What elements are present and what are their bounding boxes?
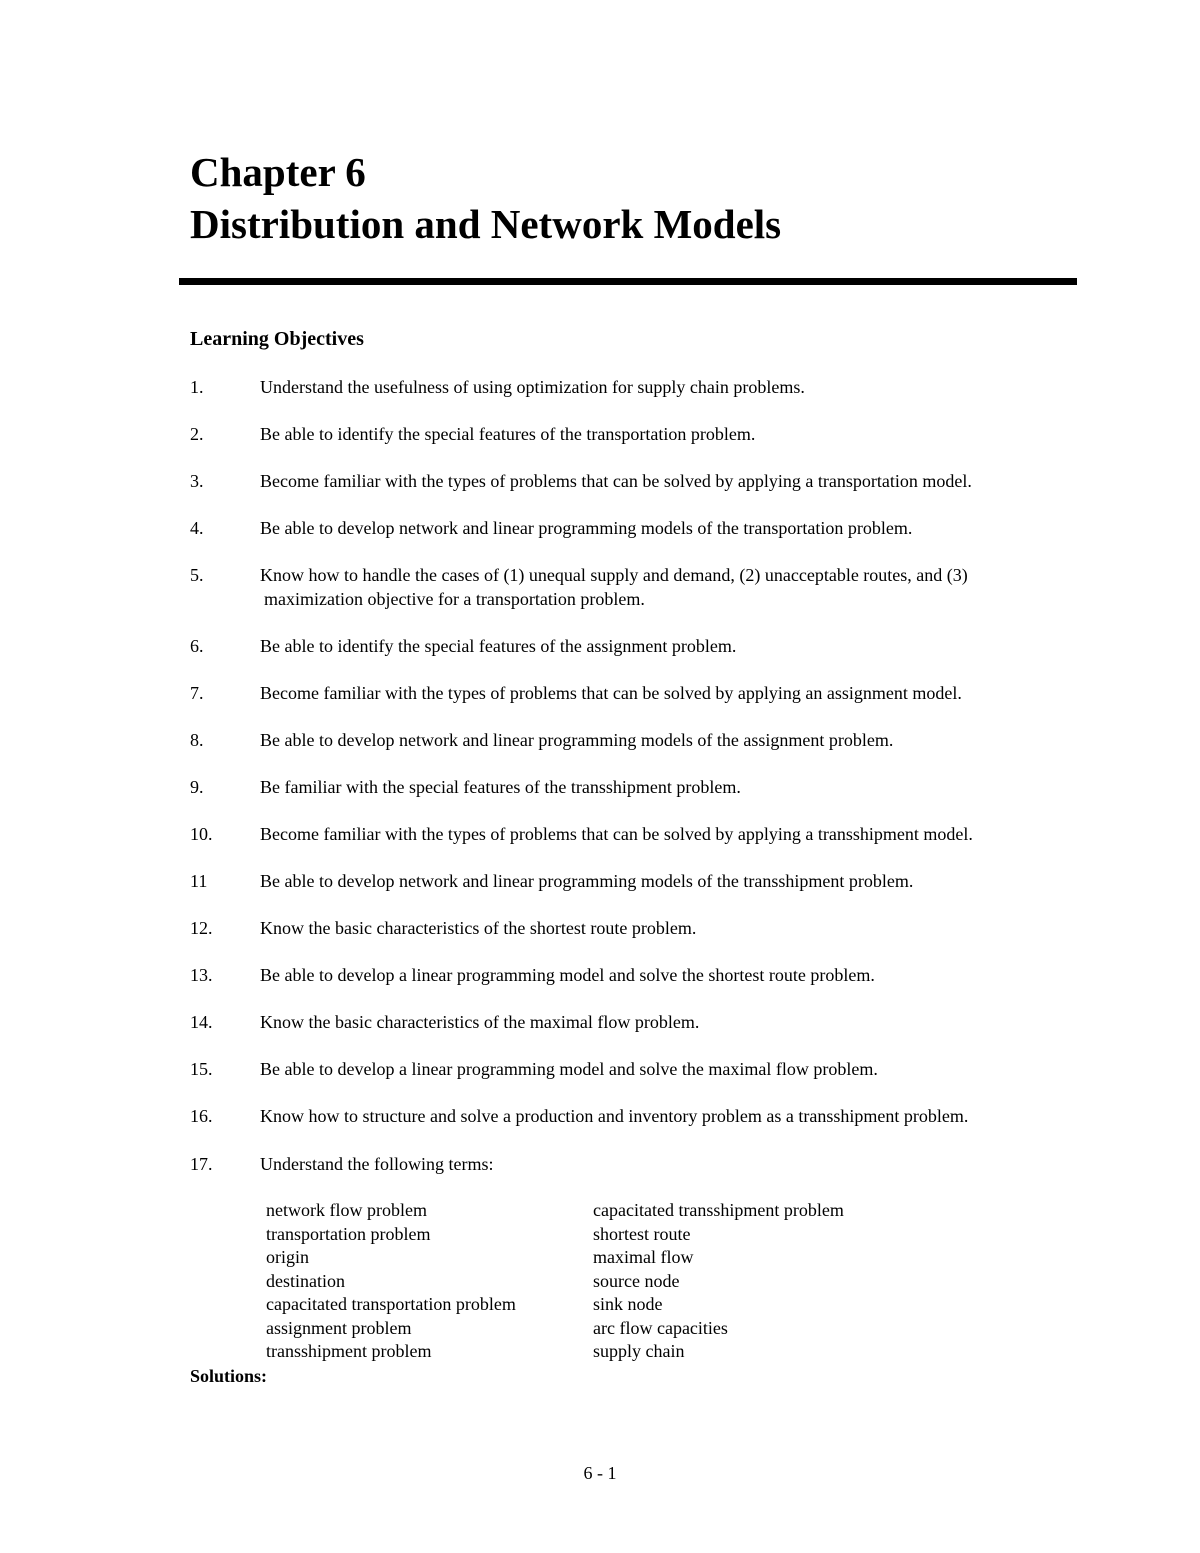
objective-text: Be able to develop a linear programming model and solve the shortest route problem. — [260, 965, 875, 985]
terms-column-right — [593, 1199, 893, 1364]
objective-text — [260, 563, 1060, 611]
objective-number: 14. — [190, 1012, 213, 1032]
objective-number: 16. — [190, 1106, 213, 1126]
objective-text: Be able to identify the special features of the assignment problem. — [260, 636, 737, 656]
term-item: arc flow capacities — [593, 1317, 728, 1338]
term-item: transshipment problem — [266, 1341, 432, 1361]
objective-text: Be familiar with the special features of the transshipment problem. — [260, 777, 741, 797]
term-item: capacitated transportation problem — [266, 1294, 516, 1314]
term-item: assignment problem — [266, 1317, 412, 1338]
objective-number: 11 — [190, 871, 208, 891]
term-item: network flow problem — [266, 1200, 427, 1220]
learning-objectives-heading: Learning Objectives — [190, 328, 364, 350]
objective-text: Become familiar with the types of problems that can be solved by applying a transshipment model. — [260, 824, 973, 844]
title-divider — [179, 278, 1077, 285]
objective-text: Understand the usefulness of using optimization for supply chain problems. — [260, 377, 805, 397]
objective-number: 17. — [190, 1154, 213, 1174]
objective-number: 10. — [190, 824, 213, 844]
objective-text: Know the basic characteristics of the shortest route problem. — [260, 918, 697, 938]
objective-text: Know how to structure and solve a production and inventory problem as a transshipment problem. — [260, 1106, 969, 1126]
objective-text: Be able to develop a linear programming model and solve the maximal flow problem. — [260, 1059, 878, 1079]
page-number: 6 - 1 — [583, 1463, 617, 1483]
terms-column-left — [266, 1199, 576, 1364]
term-item: shortest route — [593, 1223, 691, 1244]
term-item: origin — [266, 1247, 309, 1267]
objective-number: 1. — [190, 377, 204, 397]
objective-text: Be able to develop network and linear programming models of the transshipment problem. — [260, 871, 914, 891]
chapter-name: Distribution and Network Models — [190, 201, 782, 247]
term-item: transportation problem — [266, 1223, 431, 1244]
objective-text: Become familiar with the types of problems that can be solved by applying an assignment model. — [260, 683, 962, 703]
objective-number: 8. — [190, 730, 204, 750]
objective-number: 12. — [190, 918, 213, 938]
objective-number: 7. — [190, 683, 204, 703]
objective-text-line1: Know how to handle the cases of (1) unequal supply and demand, (2) unacceptable routes, and (3) — [260, 565, 968, 585]
objective-number: 5. — [190, 565, 204, 585]
term-item: destination — [266, 1270, 345, 1291]
term-item: source node — [593, 1270, 680, 1291]
term-item: capacitated transshipment problem — [593, 1200, 844, 1220]
objective-text: Be able to identify the special features of the transportation problem. — [260, 424, 756, 444]
objective-number: 15. — [190, 1059, 213, 1079]
objective-text: Understand the following terms: — [260, 1154, 494, 1174]
objective-text-line2: maximization objective for a transportation problem. — [264, 589, 645, 609]
term-item: supply chain — [593, 1341, 685, 1361]
objective-number: 3. — [190, 471, 204, 491]
objective-text: Become familiar with the types of problems that can be solved by applying a transportation model. — [260, 471, 972, 491]
objective-number: 6. — [190, 636, 204, 656]
objective-text: Know the basic characteristics of the maximal flow problem. — [260, 1012, 700, 1032]
objective-number: 9. — [190, 777, 204, 797]
solutions-label: Solutions: — [190, 1366, 268, 1386]
term-item: maximal flow — [593, 1247, 694, 1267]
chapter-title — [190, 146, 781, 250]
objective-number: 2. — [190, 424, 204, 444]
objective-text: Be able to develop network and linear programming models of the assignment problem. — [260, 730, 894, 750]
objective-text: Be able to develop network and linear programming models of the transportation problem. — [260, 518, 913, 538]
term-item: sink node — [593, 1294, 663, 1314]
objective-number: 4. — [190, 518, 204, 538]
objective-number: 13. — [190, 965, 213, 985]
chapter-number: Chapter 6 — [190, 149, 366, 195]
